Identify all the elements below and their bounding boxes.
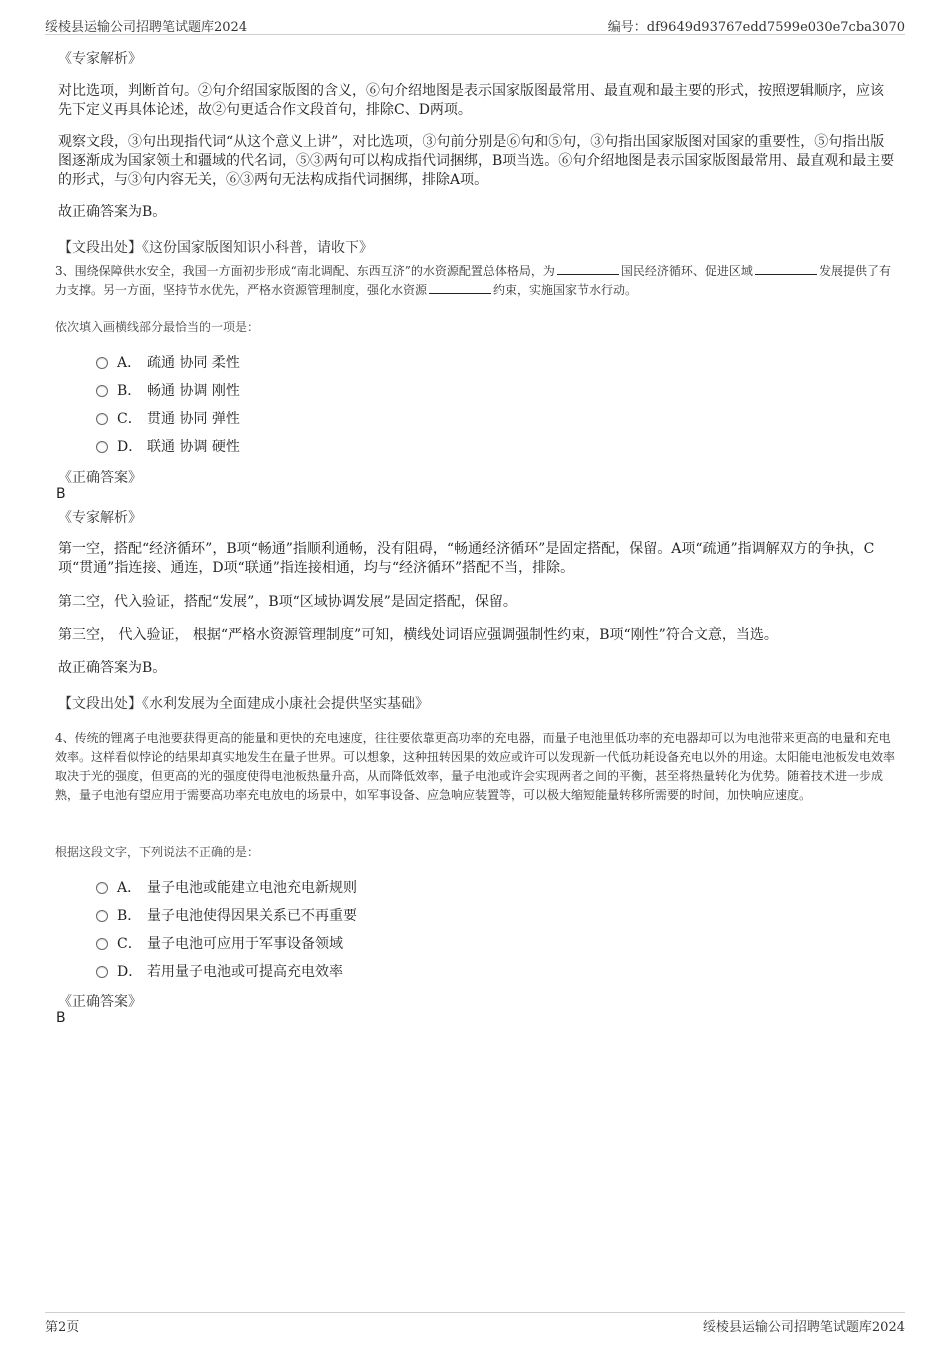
radio-icon[interactable] — [96, 357, 108, 369]
answer-heading: 《正确答案》 — [58, 470, 142, 486]
option-letter: A． — [117, 355, 142, 371]
option-text: 贯通 协同 弹性 — [147, 411, 240, 427]
page-number: 第2页 — [45, 1320, 80, 1335]
answer-value: B — [56, 486, 66, 502]
question-prompt: 依次填入画横线部分最恰当的一项是： — [55, 320, 260, 334]
question-stem: 4、传统的锂离子电池要获得更高的能量和更快的充电速度，往往要依靠更高功率的充电器，而量子电池里低功率的充电器却可以为电池带来更高的电量和充电效率。这样看似悖论的结果却真实地发生在量子世界。可以想象，这种扭转因果的效应或许可以发现新一代低功耗设备充电以外的用途。太阳能电池板发电效率取决于光的强度，但更高的光的强度使得电池板热量升高，从而降低效率，量子电池或许会实现两者之间的平衡，甚至将热量转化为优势。随着技术进一步成熟，量子电池有望应用于需要高功率充电放电的场景中，如军事设备、应急响应装置等，可以极大缩短能量转移所需要的时间，加快响应速度。 — [55, 731, 896, 802]
page-header — [45, 14, 905, 35]
option-letter: B． — [117, 908, 142, 924]
option-text: 量子电池或能建立电池充电新规则 — [147, 880, 357, 896]
question-prompt: 根据这段文字，下列说法不正确的是： — [55, 845, 260, 859]
radio-icon[interactable] — [96, 413, 108, 425]
answer-heading: 《正确答案》 — [58, 994, 142, 1010]
analysis-paragraph: 故正确答案为B。 — [58, 204, 167, 220]
radio-icon[interactable] — [96, 385, 108, 397]
question-stem-part: 发展提供了有力支撑。另一方面，坚持节水优先，严格水资源管理制度，强化水资源 — [55, 264, 891, 297]
analysis-heading: 《专家解析》 — [58, 51, 142, 67]
header-doc-id: 编号：df9649d93767edd7599e030e7cba3070 — [607, 20, 905, 35]
option-letter: B． — [117, 383, 142, 399]
header-title: 绥棱县运输公司招聘笔试题库2024 — [45, 20, 248, 35]
analysis-paragraph: 故正确答案为B。 — [58, 660, 167, 676]
option-text: 联通 协调 硬性 — [147, 439, 240, 455]
analysis-paragraph: 对比选项，判断首句。②句介绍国家版图的含义，⑥句介绍地图是表示国家版图最常用、最直观和最主要的形式，按照逻辑顺序，应该先下定义再具体论述，故②句更适合作文段首句，排除C、D两项。 — [58, 83, 884, 118]
option-text: 若用量子电池或可提高充电效率 — [147, 964, 343, 980]
question-stem-part: 约束，实施国家节水行动。 — [493, 283, 638, 297]
fill-blank — [755, 262, 817, 275]
option-text: 畅通 协调 刚性 — [147, 383, 240, 399]
option-letter: D． — [117, 439, 143, 455]
option-letter: C． — [117, 936, 142, 952]
option-letter: D． — [117, 964, 143, 980]
option-text: 疏通 协同 柔性 — [147, 355, 240, 371]
analysis-heading: 《专家解析》 — [58, 510, 142, 526]
source-citation: 【文段出处】《这份国家版图知识小科普，请收下》 — [58, 240, 373, 256]
footer-title: 绥棱县运输公司招聘笔试题库2024 — [702, 1320, 905, 1335]
question-stem — [55, 262, 900, 300]
option-text: 量子电池使得因果关系已不再重要 — [147, 908, 357, 924]
radio-icon[interactable] — [96, 882, 108, 894]
radio-icon[interactable] — [96, 938, 108, 950]
question-stem-part: 国民经济循环、促进区域 — [620, 264, 753, 278]
page-footer — [45, 1312, 905, 1335]
answer-value: B — [56, 1010, 66, 1026]
analysis-paragraph: 观察文段，③句出现指代词“从这个意义上讲”，对比选项，③句前分别是⑥句和⑤句，③句指出国家版图对国家的重要性，⑤句指出版图逐渐成为国家领土和疆域的代名词，⑤③两句可以构成指代词捆绑，B项当选。⑥句介绍地图是表示国家版图最常用、最直观和最主要的形式，与③句内容无关，⑥③两句无法构成指代词捆绑，排除A项。 — [58, 134, 895, 188]
fill-blank — [429, 281, 491, 294]
analysis-paragraph: 第一空，搭配“经济循环”，B项“畅通”指顺利通畅，没有阻碍，“畅通经济循环”是固定搭配，保留。A项“疏通”指调解双方的争执，C项“贯通”指连接、通连，D项“联通”指连接相通，均与“经济循环”搭配不当，排除。 — [58, 541, 875, 576]
radio-icon[interactable] — [96, 966, 108, 978]
question-stem-part: 3、围绕保障供水安全，我国一方面初步形成“南北调配、东西互济”的水资源配置总体格局，为 — [55, 264, 555, 278]
analysis-paragraph: 第二空，代入验证，搭配“发展”，B项“区域协调发展”是固定搭配，保留。 — [58, 594, 517, 610]
option-letter: A． — [117, 880, 142, 896]
radio-icon[interactable] — [96, 441, 108, 453]
fill-blank — [557, 262, 619, 275]
source-citation: 【文段出处】《水利发展为全面建成小康社会提供坚实基础》 — [58, 696, 429, 712]
analysis-paragraph: 第三空， 代入验证， 根据“严格水资源管理制度”可知，横线处词语应强调强制性约束，B项“刚性”符合文意，当选。 — [58, 627, 778, 643]
radio-icon[interactable] — [96, 910, 108, 922]
option-letter: C． — [117, 411, 142, 427]
option-text: 量子电池可应用于军事设备领域 — [147, 936, 343, 952]
